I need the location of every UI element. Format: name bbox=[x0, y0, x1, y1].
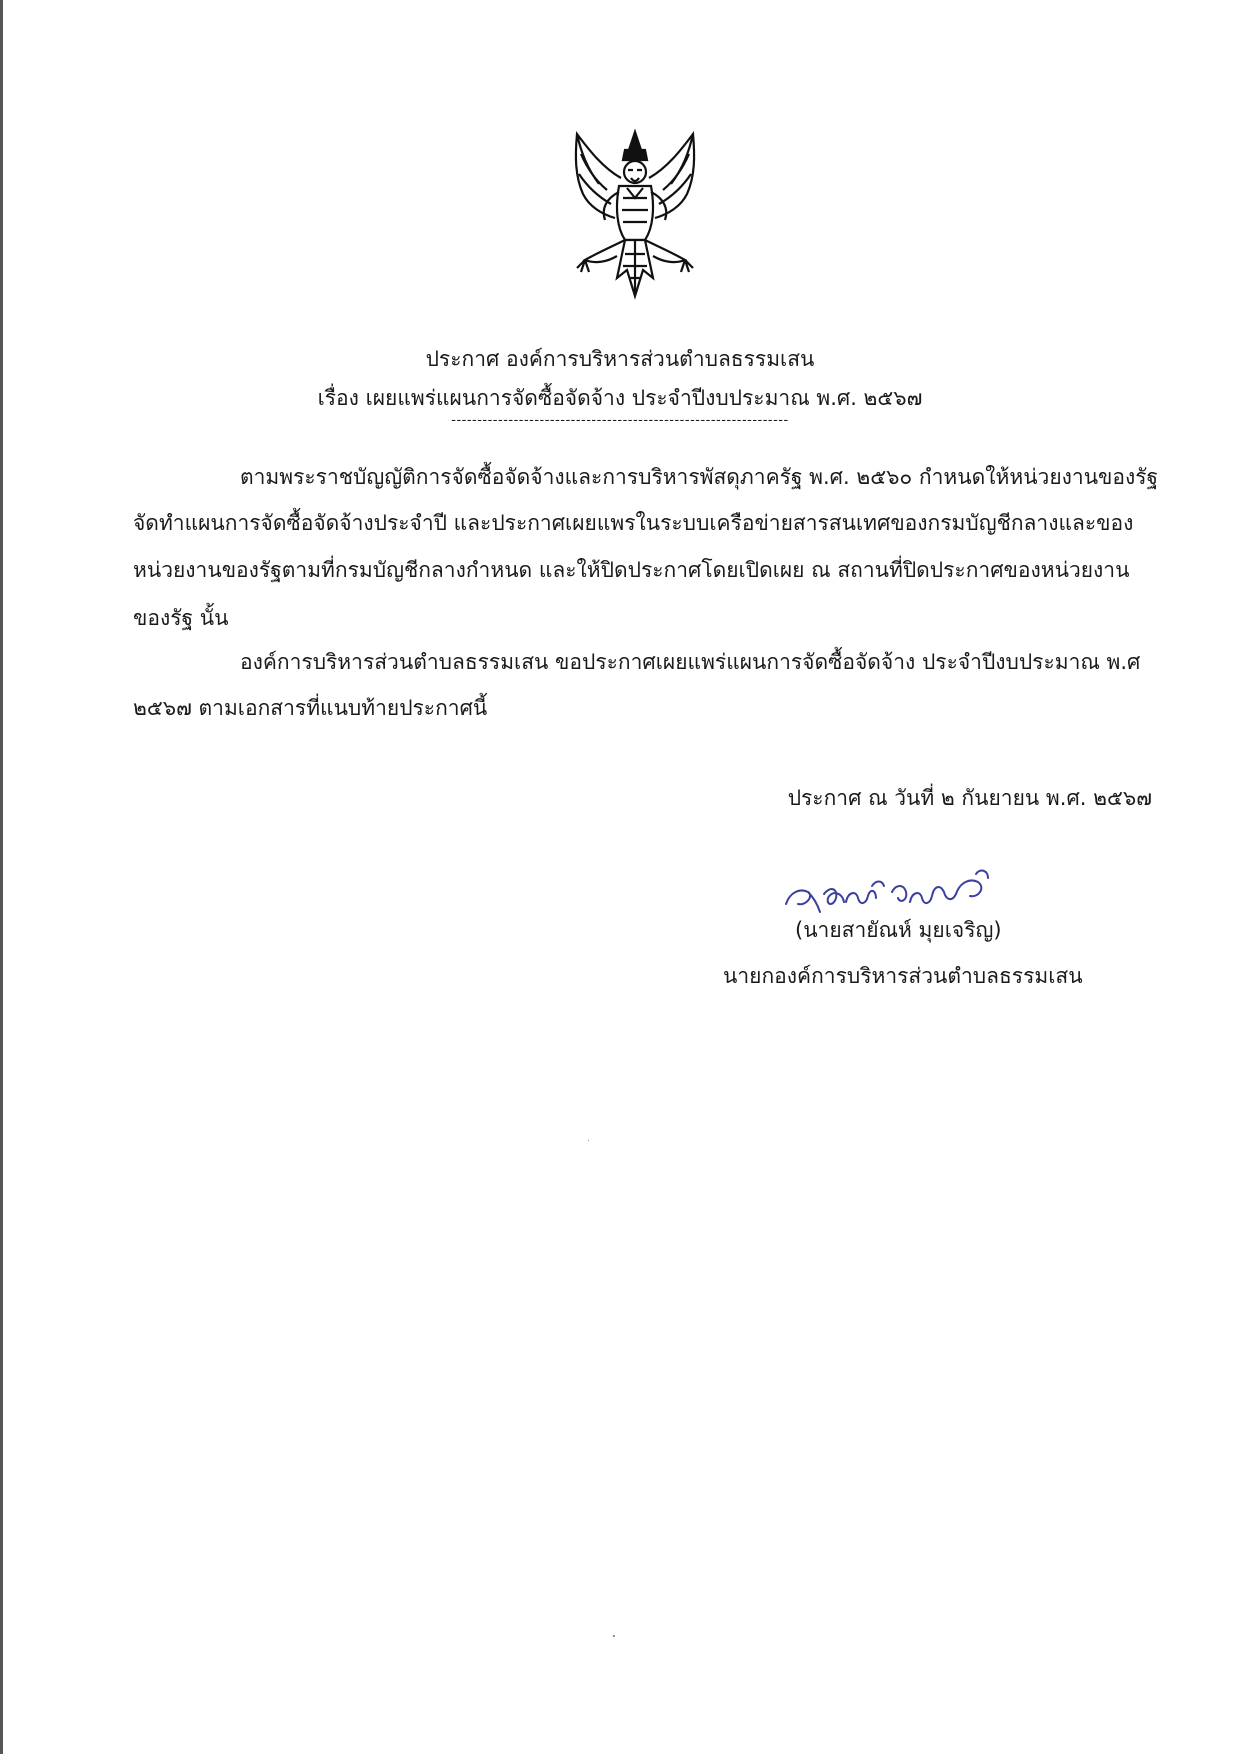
page-scan-edge bbox=[0, 0, 3, 1754]
announcement-title: ประกาศ องค์การบริหารส่วนตำบลธรรมเสน bbox=[425, 347, 815, 371]
signer-position: นายกองค์การบริหารส่วนตำบลธรรมเสน bbox=[723, 964, 1083, 988]
announcement-date: ประกาศ ณ วันที่ ๒ กันยายน พ.ศ. ๒๕๖๗ bbox=[787, 786, 1152, 810]
body-paragraph-1-line-2: จัดทำแผนการจัดซื้อจัดจ้างประจำปี และประกาศเผยแพรในระบบเครือข่ายสารสนเทศของกรมบัญชีกลางและของ bbox=[133, 511, 1134, 535]
body-paragraph-2-line-2: ๒๕๖๗ ตามเอกสารที่แนบท้ายประกาศนี้ bbox=[133, 696, 488, 720]
body-paragraph-1-line-1: ตามพระราชบัญญัติการจัดซื้อจัดจ้างและการบริหารพัสดุภาครัฐ พ.ศ. ๒๕๖๐ กำหนดให้หน่วยงานของรัฐ bbox=[240, 465, 1159, 489]
scan-dust-speck bbox=[588, 1140, 589, 1141]
garuda-emblem-icon bbox=[555, 128, 715, 308]
header-divider: ----------------------------------------------------------------- bbox=[451, 413, 789, 428]
body-paragraph-1-line-3: หน่วยงานของรัฐตามที่กรมบัญชีกลางกำหนด และให้ปิดประกาศโดยเปิดเผย ณ สถานที่ปิดประกาศของหน่วยงาน bbox=[133, 558, 1130, 582]
scan-dust-speck bbox=[613, 1635, 615, 1637]
signer-name: (นายสายัณห์ มุยเจริญ) bbox=[795, 918, 1002, 942]
body-paragraph-2-line-1: องค์การบริหารส่วนตำบลธรรมเสน ขอประกาศเผยแพร่แผนการจัดซื้อจัดจ้าง ประจำปีงบประมาณ พ.ศ bbox=[240, 650, 1141, 674]
handwritten-signature-icon bbox=[780, 862, 1040, 922]
body-paragraph-1-line-4: ของรัฐ นั้น bbox=[133, 606, 229, 630]
announcement-subject: เรื่อง เผยแพร่แผนการจัดซื้อจัดจ้าง ประจำปีงบประมาณ พ.ศ. ๒๕๖๗ bbox=[317, 386, 923, 410]
